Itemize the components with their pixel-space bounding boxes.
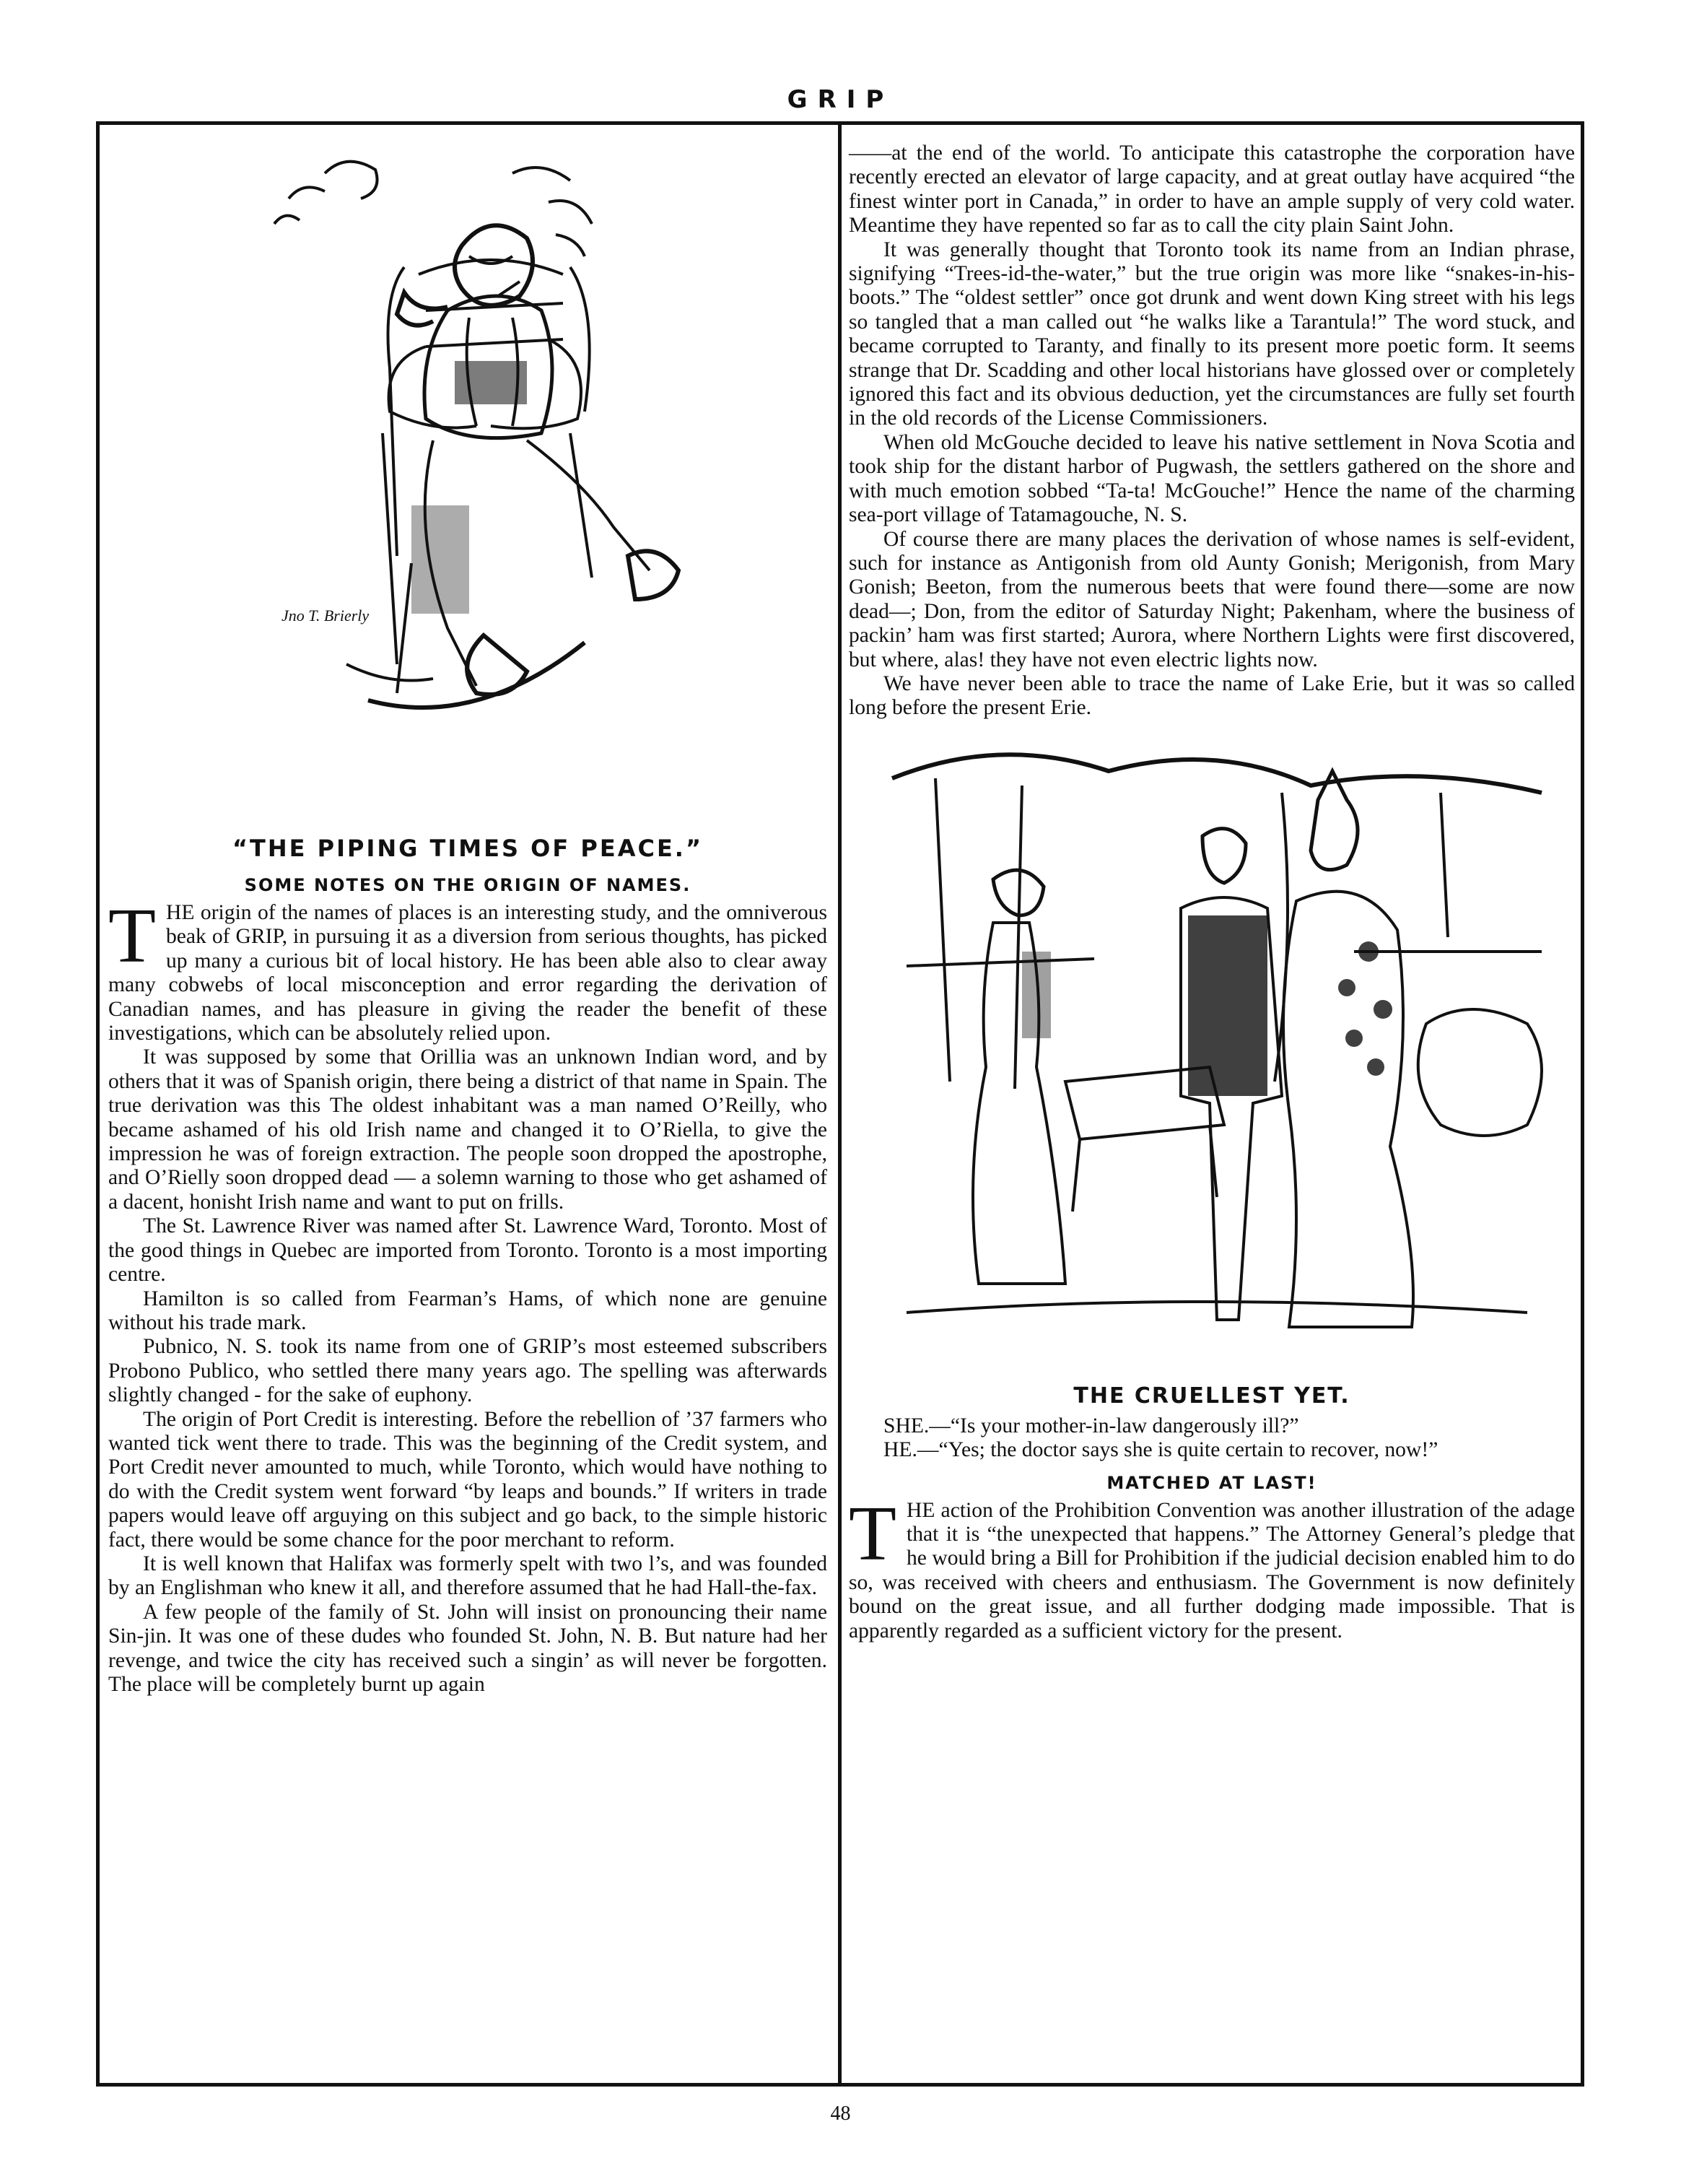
second-article-title: MATCHED AT LAST! <box>1106 1472 1317 1493</box>
continued-paragraph-2: It was generally thought that Toronto took its name from an Indian phrase, signifying “Trees-id-the-water,” but the true origin was more like “snakes-in-his-boots.” The “oldest settler” once got drunk and went down King street with his legs so tangled that a man called out “he walks like a Tarantula!” The word stuck, and became corrupted to Taranty, and finally to its present more poetic form. It seems strange that Dr. Scadding and other local historians have glossed over or completely ignored this fact and its obvious deduction, yet the circumstances are fully set fourth in the old records of the License Commissioners. <box>849 238 1575 430</box>
right-column <box>849 142 1575 1643</box>
masthead: GRIP <box>787 85 894 114</box>
page-number: 48 <box>830 2102 851 2125</box>
garden-couple-illustration <box>849 735 1575 1370</box>
continued-paragraph-4: Of course there are many places the derivation of whose names is self-evident, such for instance as Antigonish from old Aunty Gonish; Merigonish, from Mary Gonish; Beeton, from the numerous beets that were found there—some are now dead—; Don, from the editor of Saturday Night; Pakenham, where the business of packin’ ham was first started; Aurora, where Northern Lights were first discovered, but where, alas! they have not even electric lights now. <box>849 527 1575 671</box>
article-paragraph-8: A few people of the family of St. John will insist on pronouncing their name Sin-jin. It was one of these dudes who founded St. John, N. B. But nature had her revenge, and twice the city has received such a singin’ as will never be forgotten. The place will be completely burnt up again <box>108 1600 827 1696</box>
article-paragraph-4: Hamilton is so called from Fearman’s Hams, of which none are genuine without his trade mark. <box>108 1287 827 1334</box>
continued-paragraph-5: We have never been able to trace the name of Lake Erie, but it was so called long before the present Erie. <box>849 671 1575 720</box>
article-title: SOME NOTES ON THE ORIGIN OF NAMES. <box>244 875 691 895</box>
article-paragraph-6: The origin of Port Credit is interesting. Before the rebellion of ’37 farmers who wanted tick went there to trade. This was the beginning of the Credit system, and Port Credit never amounted to much, while Toronto, which would have nothing to do with the Credit system went forward “by leaps and bounds.” If writers in trade papers would leave off arguying on this subject and go back, to the simple historic fact, there would be some chance for the poor merchant to reform. <box>108 1407 827 1552</box>
drop-cap-2: T <box>849 1490 896 1577</box>
continued-paragraph-1: ——at the end of the world. To anticipate this catastrophe the corporation have recently erected an elevator of large capacity, and at great outlay have acquired “the finest winter port in Canada,” in order to have an ample supply of very cold water. Meantime they have repented so far as to call the city plain Saint John. <box>849 142 1575 238</box>
article-paragraph-5: Pubnico, N. S. took its name from one of GRIP’s most esteemed subscribers Probono Publico, who settled there many years ago. The spelling was afterwards slightly changed - for the sake of euphony. <box>108 1335 827 1407</box>
article-paragraph-7: It is well known that Halifax was formerly spelt with two l’s, and was founded by an Englishman who knew it all, and therefore assumed that he had Hall-the-fax. <box>108 1552 827 1600</box>
cartoon-caption: “THE PIPING TIMES OF PEACE.” <box>232 835 703 862</box>
continued-paragraph-3: When old McGouche decided to leave his native settlement in Nova Scotia and took ship for the distant harbor of Pugwash, the settlers gathered on the shore and with much emotion sobbed “Ta-ta! McGouche!” Hence the name of the charming sea-port village of Tatamagouche, N. S. <box>849 430 1575 527</box>
column-divider <box>838 124 842 2084</box>
article-body <box>108 893 827 1697</box>
dialogue-she: SHE.—“Is your mother-in-law dangerously ill?” <box>883 1414 1299 1437</box>
second-article-paragraph: THE action of the Prohibition Convention was another illustration of the adage that it is “the unexpected that happens.” The Attorney General’s pledge that he would bring a Bill for Prohibition if the judicial decision enabled him to do so, was received with cheers and enthusiasm. The Government is now definitely bound on the great issue, and all further dodging made impossible. That is apparently regarded as a sufficient victory for the present. <box>849 1490 1575 1643</box>
piping-times-cartoon <box>108 130 827 823</box>
article-paragraph-1: THE origin of the names of places is an interesting study, and the omniverous beak of GRIP, in pursuing it as a diversion from serious thoughts, has picked up many a curious bit of local history. He has been able also to clear away many cobwebs of local misconception and error regarding the derivation of Canadian names, and has pleasure in giving the reader the benefit of these investigations, which can be absolutely relied upon. <box>108 893 827 1045</box>
dialogue-he: HE.—“Yes; the doctor says she is quite certain to recover, now!” <box>883 1438 1438 1462</box>
man-in-rocking-chair-illustration <box>108 130 827 823</box>
left-column <box>108 130 827 1697</box>
cartoon-caption-2: THE CRUELLEST YET. <box>1073 1383 1350 1409</box>
cruellest-yet-cartoon <box>849 735 1575 1370</box>
article-paragraph-3: The St. Lawrence River was named after St. Lawrence Ward, Toronto. Most of the good things in Quebec are imported from Toronto. Toronto is a most importing centre. <box>108 1214 827 1287</box>
artist-signature: Jno T. Brierly <box>281 606 370 625</box>
article-paragraph-2: It was supposed by some that Orillia was an unknown Indian word, and by others that it was of Spanish origin, there being a district of that name in Spain. The true derivation was this The oldest inhabitant was a man named O’Reilly, who became ashamed of his old Irish name and changed it to O’Riella, to give the impression he was of foreign extraction. The people soon dropped the apostrophe, and O’Rielly soon dropped dead — a solemn warning to those who get ashamed of a dacent, honisht Irish name and want to put on frills. <box>108 1045 827 1214</box>
drop-cap: T <box>108 893 156 979</box>
